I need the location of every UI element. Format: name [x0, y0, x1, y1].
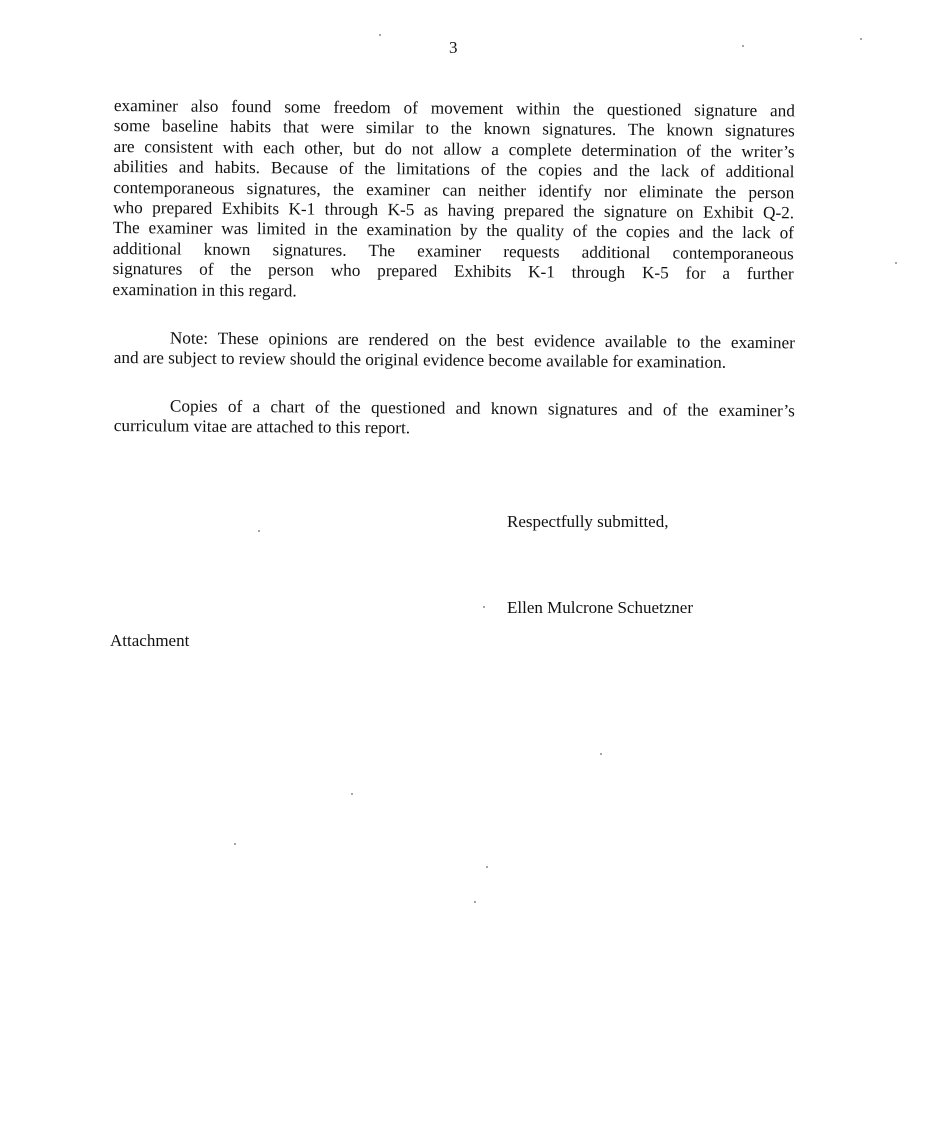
scan-speck	[351, 793, 353, 795]
paragraph-line: signatures of the person who prepared Exhibits K-1 through K-5 for a further	[112, 259, 794, 284]
paragraph-note	[114, 328, 795, 374]
signer-name: Ellen Mulcrone Schuetzner	[507, 598, 693, 617]
page-number: 3	[449, 38, 458, 57]
scan-speck	[742, 45, 744, 47]
scan-speck	[234, 843, 236, 845]
scan-speck	[474, 901, 476, 903]
closing-line: Respectfully submitted,	[507, 512, 669, 531]
paragraph-line: abilities and habits. Because of the limitations of the copies and the lack of additional	[113, 157, 795, 182]
attachment-label: Attachment	[110, 631, 190, 650]
paragraph-line: curriculum vitae are attached to this report.	[113, 416, 411, 438]
paragraph-line: The examiner was limited in the examination by the quality of the copies and the lack of	[112, 218, 795, 243]
paragraph-line: are consistent with each other, but do not allow a complete determination of the writer’s	[113, 136, 795, 162]
scan-speck	[486, 866, 488, 868]
paragraph-line: contemporaneous signatures, the examiner can neither identify nor eliminate the person	[113, 177, 795, 202]
paragraph-line: examiner also found some freedom of movement within the questioned signature and	[113, 96, 795, 121]
paragraph-line: who prepared Exhibits K-1 through K-5 as having prepared the signature on Exhibit Q-2.	[113, 198, 795, 223]
scan-speck	[258, 530, 260, 532]
paragraph-line: Copies of a chart of the questioned and known signatures and of the examiner’s	[169, 396, 795, 421]
paragraph-attachments-statement	[114, 396, 795, 442]
paragraph-line: examination in this regard.	[112, 279, 297, 301]
scan-speck	[600, 753, 602, 755]
scan-speck	[860, 38, 862, 40]
scan-speck	[483, 606, 485, 608]
scan-speck	[379, 34, 381, 36]
paragraph-line: some baseline habits that were similar to the known signatures. The known signatures	[113, 116, 795, 141]
paragraph-line: and are subject to review should the original evidence become available for examination.	[113, 348, 727, 373]
paragraph-findings	[112, 96, 795, 305]
scan-speck	[895, 262, 897, 264]
paragraph-line: additional known signatures. The examiner requests additional contemporaneous	[112, 238, 794, 264]
paragraph-line: Note: These opinions are rendered on the best evidence available to the examiner	[169, 328, 795, 353]
